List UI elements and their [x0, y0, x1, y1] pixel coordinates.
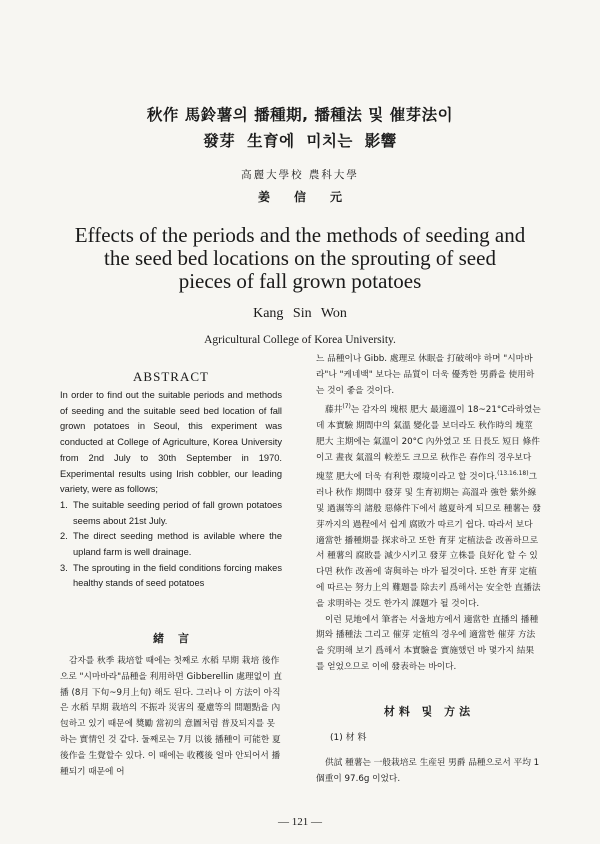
right-column-body	[316, 352, 542, 676]
abstract-item-3-text: The sprouting in the field conditions forcing makes healthy stands of seed potatoes	[73, 562, 282, 589]
right-paragraph-1-continued: 그러나 秋作 期間中 發芽 및 生育初期는 高溫과 強한 紫外線 및 過濕等의 諸般 惡條件下에서 越夏하게 되므로 種薯는 發芽까지의 過程에서 쉽게 腐敗가 따르기 쉽다. 따라서 보다 適當한 播種期를 探求하고 또한 育芽 定植法을 改善하므로서 種薯의 腐敗를 減少시키고 發芽 立株를 良好化 할 수 있다면 秋作 改善에 寄與하는 바가 될것이다. 또한 育芽 定植에 따르는 努力上의 難題를 除去키 爲해서는 安全한 直播法을 求明하는 것도 한가지 課題가 될 것이다.	[316, 472, 541, 609]
korean-affiliation: 高麗大學校 農科大學	[241, 169, 359, 181]
abstract-item-3	[60, 561, 282, 592]
intro-heading: 緒言	[153, 632, 203, 645]
right-paragraph-2: 이런 見地에서 筆者는 서울地方에서 適當한 直播의 播種期와 播種法 그리고 催芽 定植의 경우에 適當한 催芽 方法을 究明해 보기 爲해서 本實驗을 實施했던 바 몇가지 結果를 얻었으므로 이에 發表하는 바이다.	[316, 614, 539, 672]
materials-subheading: (1) 材 料	[330, 733, 367, 743]
korean-title-line-1: 秋作 馬鈴薯의 播種期, 播種法 및 催芽法이	[146, 106, 454, 124]
english-author: Kang Sin Won	[253, 306, 347, 321]
cited-author: 藤井	[325, 405, 343, 416]
materials-paragraph-1: 供試 種薯는 一般栽培로 生産된 男爵 品種으로서 平均 1個重이 97.6g 이었다.	[316, 758, 540, 784]
intro-paragraph-1: 감자를 秋季 栽培할 때에는 첫째로 水稻 早期 栽培 後作으로 "시마바라"品種을 利用하면 Gibberellin 處理없이 直播 (8月 下旬~9月上旬) 해도 된다. 그러나 이 方法이 아직은 水稻 早期 栽培의 不振과 災害의 憂慮等의 問題點을 內包하고 있기 때문에 奬勵 當初의 意圖처럼 普及되지를 못하는 實情인 것 같다. 둘째로는 7月 以後 播種이 可能한 夏後作을 生覺할수 있다. 이 때에는 收穫後 얼마 안되어서 播種되기 때문에 어	[60, 656, 282, 777]
abstract-item-1	[60, 498, 282, 529]
english-title-line-3: pieces of fall grown potatoes	[178, 269, 422, 293]
abstract-results-list	[60, 498, 282, 592]
abstract-item-2-number: 2.	[60, 531, 68, 542]
right-paragraph-1	[316, 399, 542, 612]
abstract-item-2	[60, 529, 282, 560]
page-number: — 121 —	[278, 816, 322, 828]
korean-author: 姜信元	[257, 190, 366, 204]
abstract-body	[60, 388, 282, 592]
citation-ref: (7)	[342, 403, 351, 411]
abstract-item-2-text: The direct seeding method is avilable where the upland farm is well drainage.	[73, 531, 282, 558]
english-title-line-2: the seed bed locations on the sprouting of seed	[104, 246, 496, 270]
materials-body	[316, 756, 542, 788]
abstract-item-1-text: The suitable seeding period of fall grown potatoes seems about 21st July.	[73, 499, 282, 526]
right-paragraph-1-text: 는 감자의 塊根 肥大 最適溫이 18~21°C라하였는데 本實驗 期間中의 氣溫 變化를 보더라도 秋作時의 塊莖 肥大 主期에는 氣溫이 20°C 內外였고 또 日長도 短日 條件이고 晝夜 氣溫의 較差도 크므로 秋作은 春作의 경우보다 塊莖 肥大에 더욱 有利한 環境이라고 할 것이다.	[316, 405, 541, 483]
citation-ref-2: (13.16.18)	[497, 470, 529, 478]
intro-body	[60, 654, 282, 780]
abstract-item-3-number: 3.	[60, 562, 68, 573]
abstract-heading: ABSTRACT	[133, 369, 209, 384]
abstract-intro: In order to find out the suitable periods and methods of seeding and the suitable seed bed location of fall grown potatoes in Seoul, this experiment was conducted at College of Agriculture, Korea University from 2nd July to 30th September in 1970. Experimental results using Irish cobbler, our leading variety, were as follows;	[60, 390, 282, 495]
korean-title-line-2: 發芽 生育에 미치는 影響	[203, 132, 397, 150]
english-title-line-1: Effects of the periods and the methods of seeding and	[74, 223, 526, 247]
abstract-item-1-number: 1.	[60, 499, 68, 510]
materials-heading: 材料 및 方法	[383, 705, 475, 718]
right-paragraph-0: 느 品種이나 Gibb. 處理로 休眠을 打破해야 하며 "시마바라"나 "케네백" 보다는 品質이 더욱 優秀한 男爵을 使用하는 것이 좋을 것이다.	[316, 354, 535, 396]
english-affiliation: Agricultural College of Korea University.	[204, 334, 396, 346]
